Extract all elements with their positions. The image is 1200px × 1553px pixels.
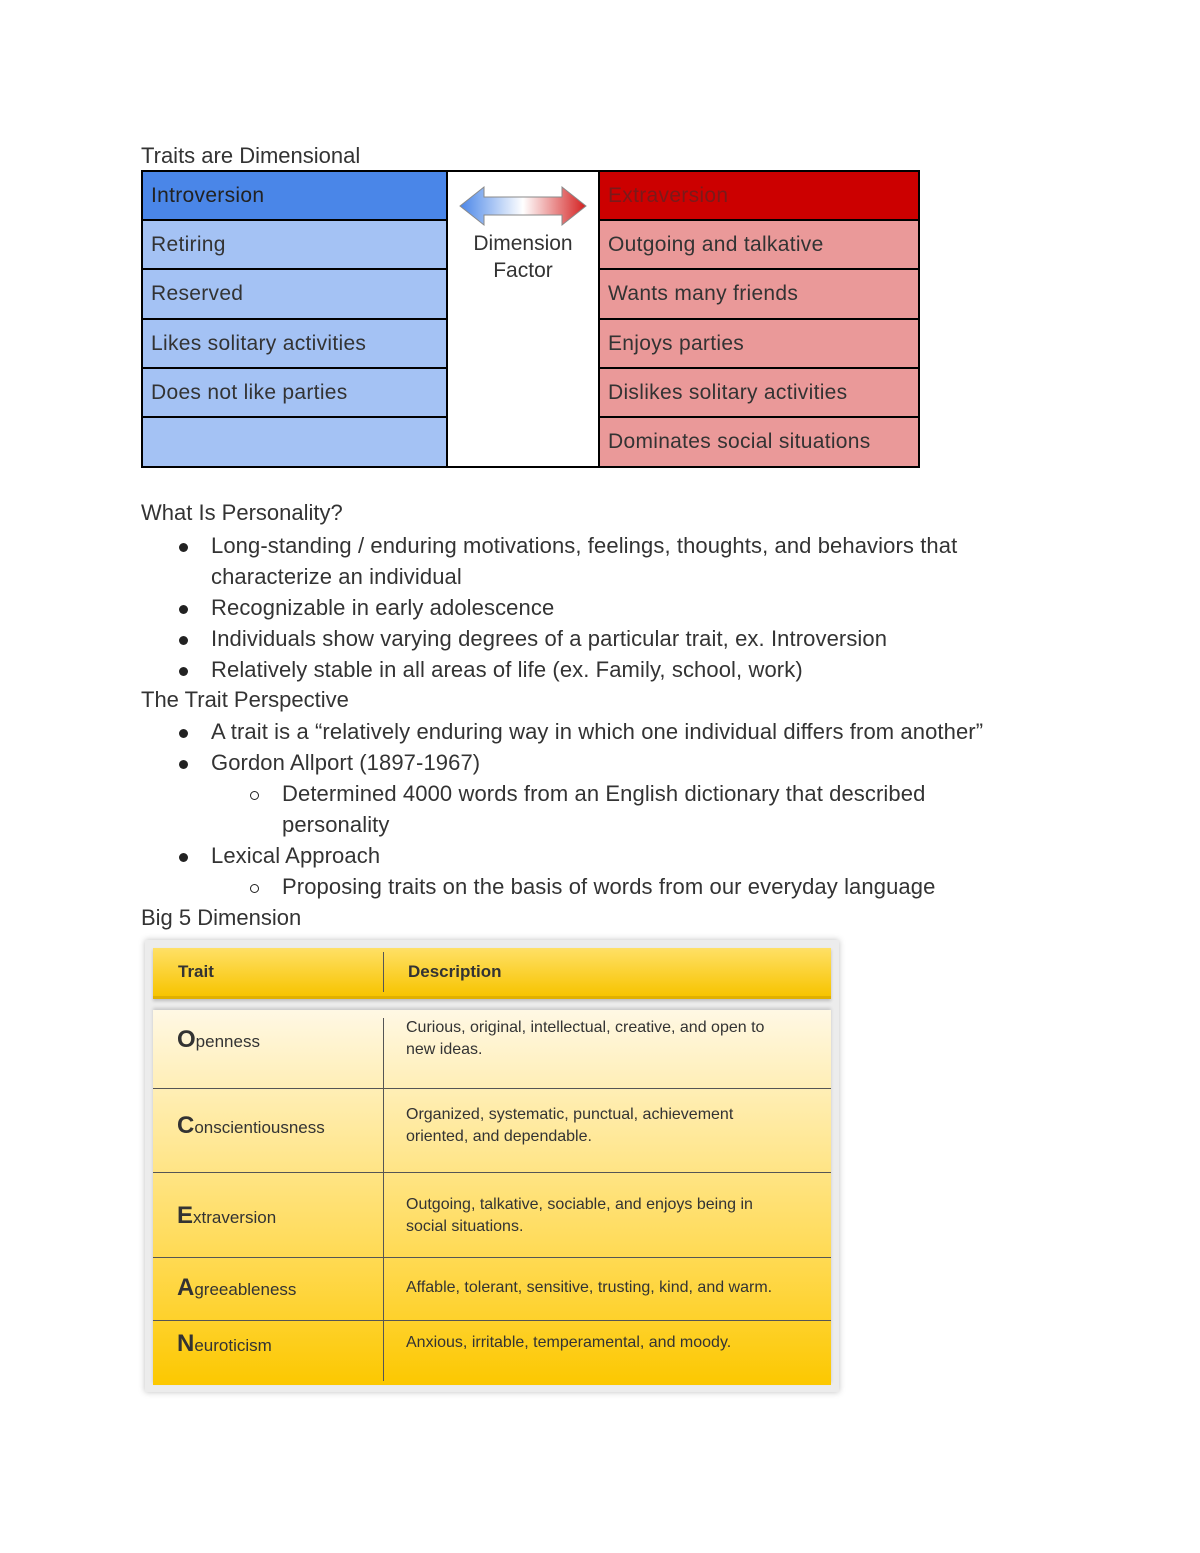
- introversion-item: Likes solitary activities: [141, 318, 448, 369]
- trait-description: [406, 1194, 806, 1238]
- big5-table-body: [153, 1010, 831, 1385]
- description-line: Organized, systematic, punctual, achievement: [406, 1106, 734, 1123]
- sub-bullet-text-continued: personality: [282, 812, 390, 837]
- description-line: Outgoing, talkative, sociable, and enjoys being in: [406, 1196, 753, 1213]
- extraversion-column: [598, 170, 920, 468]
- extraversion-item: Enjoys parties: [598, 318, 920, 369]
- bullet-icon: [179, 853, 188, 862]
- trait-name: [177, 1202, 276, 1230]
- trait-initial: C: [177, 1112, 195, 1139]
- description-column-header: Description: [408, 962, 502, 981]
- introversion-column: [141, 170, 448, 468]
- extraversion-header: Extraversion: [598, 170, 920, 221]
- big5-row-conscientiousness: [153, 1088, 831, 1172]
- trait-name: [177, 1330, 272, 1358]
- dimension-label: Dimension: [473, 232, 573, 255]
- sub-bullet-icon: [250, 884, 259, 893]
- description-line: Curious, original, intellectual, creative, and open to: [406, 1019, 765, 1036]
- dimension-factor-cell: [446, 170, 600, 468]
- trait-column-header: Trait: [178, 962, 214, 981]
- trait-description: [406, 1104, 806, 1148]
- section-title-big5: Big 5 Dimension: [141, 905, 302, 930]
- trait-rest: euroticism: [194, 1336, 272, 1355]
- double-arrow-icon: [448, 182, 598, 232]
- big5-row-openness: [153, 1010, 831, 1088]
- trait-rest: penness: [195, 1032, 260, 1051]
- trait-initial: E: [177, 1202, 194, 1229]
- bullet-text: Individuals show varying degrees of a particular trait, ex. Introversion: [211, 626, 888, 651]
- header-divider: [383, 952, 384, 992]
- trait-rest: greeableness: [194, 1280, 297, 1299]
- trait-description: [406, 1277, 806, 1299]
- section-title-traits-dimensional: Traits are Dimensional: [141, 143, 361, 168]
- extraversion-item: Dislikes solitary activities: [598, 367, 920, 418]
- description-line: Anxious, irritable, temperamental, and moody.: [406, 1334, 732, 1351]
- extraversion-item: Wants many friends: [598, 268, 920, 320]
- bullet-icon: [179, 605, 188, 614]
- big5-table-header: [153, 948, 831, 999]
- bullet-text: Recognizable in early adolescence: [211, 595, 555, 620]
- introversion-item: Does not like parties: [141, 367, 448, 418]
- bullet-text: A trait is a “relatively enduring way in which one individual differs from another”: [211, 719, 984, 744]
- trait-initial: O: [177, 1026, 196, 1053]
- sub-bullet-text: Proposing traits on the basis of words from our everyday language: [282, 874, 936, 899]
- description-line: oriented, and dependable.: [406, 1128, 592, 1145]
- big5-row-extraversion: [153, 1172, 831, 1257]
- trait-name: [177, 1026, 260, 1054]
- big5-row-agreeableness: [153, 1257, 831, 1320]
- trait-description: [406, 1017, 806, 1061]
- trait-name: [177, 1112, 325, 1140]
- bullet-text-continued: characterize an individual: [211, 564, 462, 589]
- big5-row-neuroticism: [153, 1320, 831, 1380]
- dimension-table: [141, 170, 920, 468]
- bullet-icon: [179, 729, 188, 738]
- introversion-item: Retiring: [141, 219, 448, 270]
- introversion-header: Introversion: [141, 170, 448, 221]
- trait-initial: N: [177, 1330, 195, 1357]
- description-line: Affable, tolerant, sensitive, trusting, kind, and warm.: [406, 1279, 773, 1296]
- sub-bullet-text: Determined 4000 words from an English dictionary that described: [282, 781, 926, 806]
- factor-label: Factor: [493, 259, 553, 282]
- bullet-text: Gordon Allport (1897-1967): [211, 750, 481, 775]
- description-line: new ideas.: [406, 1041, 483, 1058]
- trait-rest: xtraversion: [193, 1208, 277, 1227]
- bullet-text: Long-standing / enduring motivations, feelings, thoughts, and behaviors that: [211, 533, 958, 558]
- bullet-icon: [179, 543, 188, 552]
- trait-name: [177, 1274, 296, 1302]
- introversion-item: Reserved: [141, 268, 448, 320]
- trait-initial: A: [177, 1274, 195, 1301]
- description-line: social situations.: [406, 1218, 524, 1235]
- trait-description: [406, 1332, 806, 1354]
- section-title-trait-perspective: The Trait Perspective: [141, 687, 349, 712]
- sub-bullet-icon: [250, 791, 259, 800]
- extraversion-item: Dominates social situations: [598, 416, 920, 468]
- big5-table: [145, 940, 839, 1392]
- bullet-icon: [179, 636, 188, 645]
- bullet-icon: [179, 667, 188, 676]
- bullet-icon: [179, 760, 188, 769]
- section-title-what-is-personality: What Is Personality?: [141, 500, 343, 525]
- bullet-text: Relatively stable in all areas of life (ex. Family, school, work): [211, 657, 803, 682]
- extraversion-item: Outgoing and talkative: [598, 219, 920, 270]
- trait-rest: onscientiousness: [194, 1118, 325, 1137]
- introversion-item-empty: [141, 416, 448, 468]
- bullet-text: Lexical Approach: [211, 843, 381, 868]
